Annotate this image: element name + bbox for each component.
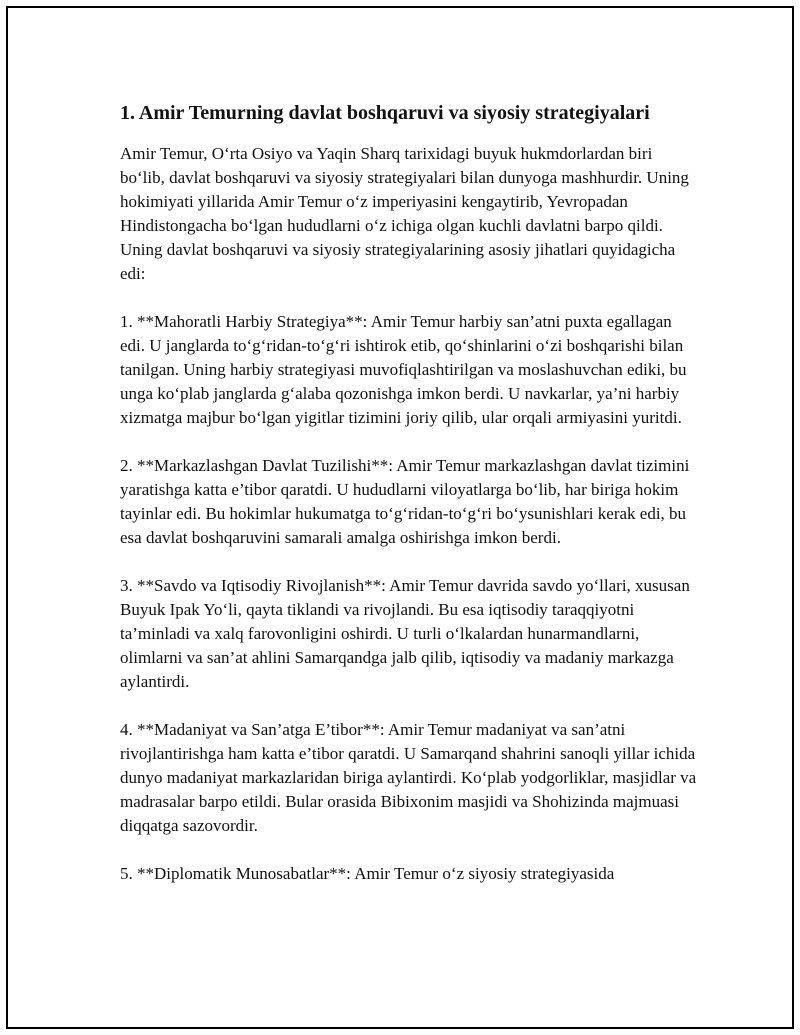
document-body	[120, 100, 700, 910]
paragraph-military-strategy: 1. **Mahoratli Harbiy Strategiya**: Amir Temur harbiy san’atni puxta egallagan edi. U janglarda to‘g‘ridan-to‘g‘ri ishtirok etib, qo‘shinlarini o‘zi boshqarishi bilan tanilgan. Uning harbiy strategiyasi muvofiqlashtirilgan va moslashuvchan ediki, bu unga ko‘plab janglarda g‘alaba qozonishga imkon berdi. U navkarlar, ya’ni harbiy xizmatga majbur bo‘lgan yigitlar tizimini joriy qilib, ular orqali armiyasini yuritdi.	[120, 312, 687, 427]
paragraph-diplomacy: 5. **Diplomatik Munosabatlar**: Amir Temur o‘z siyosiy strategiyasida	[120, 864, 615, 883]
paragraph-culture-art: 4. **Madaniyat va San’atga E’tibor**: Amir Temur madaniyat va san’atni rivojlantirishga ham katta e’tibor qaratdi. U Samarqand shahrini sanoqli yillar ichida dunyo madaniyat markazlaridan biriga aylantirdi. Ko‘plab yodgorliklar, masjidlar va madrasalar barpo etildi. Bular orasida Bibixonim masjidi va Shohizinda majmuasi diqqatga sazovordir.	[120, 720, 697, 835]
intro-paragraph: Amir Temur, O‘rta Osiyo va Yaqin Sharq tarixidagi buyuk hukmdorlardan biri bo‘lib, davlat boshqaruvi va siyosiy strategiyalari bilan dunyoga mashhurdir. Uning hokimiyati yillarida Amir Temur o‘z imperiyasini kengaytirib, Yevropadan Hindistongacha bo‘lgan hududlarni o‘z ichiga olgan kuchli davlatni barpo qildi. Uning davlat boshqaruvi va siyosiy strategiyalarining asosiy jihatlari quyidagicha edi:	[120, 144, 689, 283]
page-frame	[6, 6, 794, 1029]
paragraph-trade-economy: 3. **Savdo va Iqtisodiy Rivojlanish**: Amir Temur davrida savdo yo‘llari, xususan Buyuk Ipak Yo‘li, qayta tiklandi va rivojlandi. Bu esa iqtisodiy taraqqiyotni ta’minladi va xalq farovonligini oshirdi. U turli o‘lkalardan hunarmandlarni, olimlarni va san’at ahlini Samarqandga jalb qilib, iqtisodiy va madaniy markazga aylantirdi.	[120, 576, 690, 691]
document-title: 1. Amir Temurning davlat boshqaruvi va siyosiy strategiyalari	[120, 102, 650, 124]
paragraph-centralized-state: 2. **Markazlashgan Davlat Tuzilishi**: Amir Temur markazlashgan davlat tizimini yaratishga katta e’tibor qaratdi. U hududlarni viloyatlarga bo‘lib, har biriga hokim tayinlar edi. Bu hokimlar hukumatga to‘g‘ridan-to‘g‘ri bo‘ysunishlari kerak edi, bu esa davlat boshqaruvini samarali amalga oshirishga imkon berdi.	[120, 456, 690, 547]
